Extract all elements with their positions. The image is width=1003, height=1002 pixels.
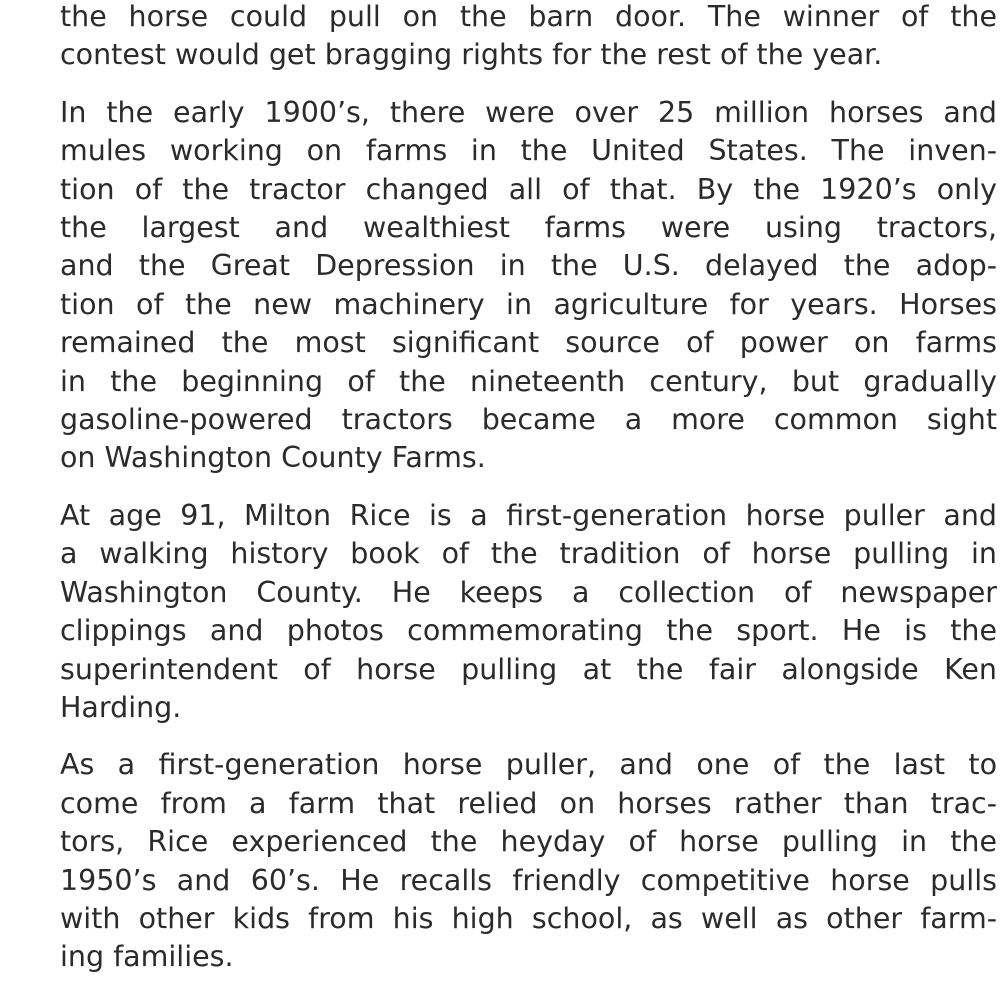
text-line: tion of the new machinery in agriculture for years. Horses	[60, 287, 997, 321]
text-line: clippings and photos commemorating the sport. He is the	[60, 614, 997, 648]
text-line: 1950’s and 60’s. He recalls friendly competitive horse pulls	[60, 863, 997, 897]
text-line: As a first-generation horse puller, and one of the last to	[60, 748, 997, 782]
text-line: mules working on farms in the United States. The inven-	[60, 134, 997, 168]
text-line: Washington County. He keeps a collection of newspaper	[60, 575, 997, 609]
text-line: in the beginning of the nineteenth century, but gradually	[60, 364, 997, 398]
paragraph-1	[60, 0, 997, 75]
paragraph-3	[60, 497, 997, 727]
text-line: come from a farm that relied on horses rather than trac-	[60, 786, 997, 820]
text-line: and the Great Depression in the U.S. delayed the adop-	[60, 249, 997, 283]
text-line: At age 91, Milton Rice is a first-generation horse puller and	[60, 498, 997, 532]
text-line: ing families.	[60, 940, 234, 974]
text-line: In the early 1900’s, there were over 25 million horses and	[60, 95, 997, 129]
text-line: remained the most significant source of power on farms	[60, 326, 997, 360]
text-line: gasoline-powered tractors became a more common sight	[60, 403, 997, 437]
text-line: superintendent of horse pulling at the fair alongside Ken	[60, 652, 997, 686]
text-line: tion of the tractor changed all of that. By the 1920’s only	[60, 172, 997, 206]
text-line: on Washington County Farms.	[60, 441, 486, 475]
text-line: tors, Rice experienced the heyday of horse pulling in the	[60, 825, 997, 859]
text-line: contest would get bragging rights for the rest of the year.	[60, 38, 883, 72]
text-line: the largest and wealthiest farms were using tractors,	[60, 211, 997, 245]
text-line: a walking history book of the tradition of horse pulling in	[60, 537, 997, 571]
text-line: the horse could pull on the barn door. The winner of the	[60, 0, 997, 33]
text-line: with other kids from his high school, as well as other farm-	[60, 901, 997, 935]
article-body	[60, 0, 997, 996]
paragraph-2	[60, 94, 997, 478]
paragraph-4	[60, 746, 997, 976]
text-line: Harding.	[60, 690, 182, 724]
